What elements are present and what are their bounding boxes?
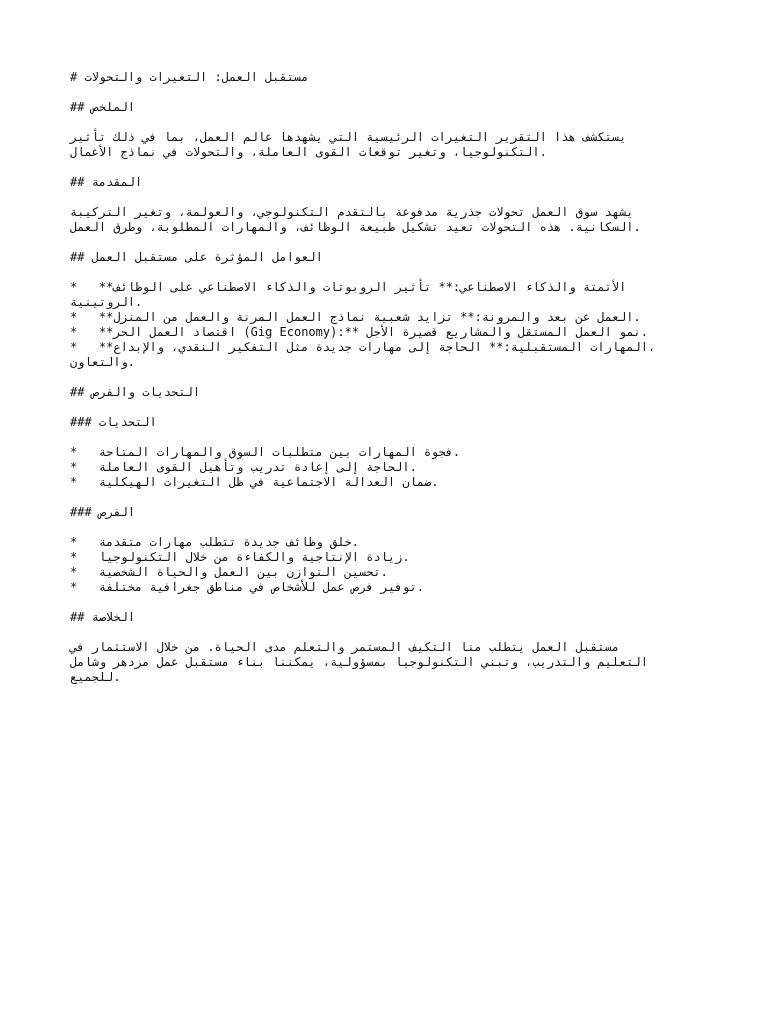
blank-line [70, 490, 690, 505]
section-heading: ## العوامل المؤثرة على مستقبل العمل [70, 250, 323, 264]
text-line: الروتينية. [70, 295, 143, 309]
document-page [70, 70, 690, 685]
blank-line [70, 160, 690, 175]
text-line: والتعاون. [70, 355, 136, 369]
text-line: يشهد سوق العمل تحولات جذرية مدفوعة بالتقدم التكنولوجي، والعولمة، وتغير التركيبة [70, 205, 634, 219]
section-heading: ## الملخص [70, 100, 136, 114]
blank-line [70, 400, 690, 415]
blank-line [70, 430, 690, 445]
list-item: * **العمل عن بعد والمرونة:** تزايد شعبية نماذج العمل المرنة والعمل من المنزل. [70, 310, 641, 324]
blank-line [70, 595, 690, 610]
section-heading: ## التحديات والفرص [70, 385, 201, 399]
list-item: * زيادة الإنتاجية والكفاءة من خلال التكنولوجيا. [70, 550, 410, 564]
blank-line [70, 115, 690, 130]
section-heading: ## المقدمة [70, 175, 143, 189]
subsection-heading: ### الفرص [70, 505, 136, 519]
text-line: مستقبل العمل يتطلب منا التكيف المستمر والتعلم مدى الحياة. من خلال الاستثمار في [70, 640, 620, 654]
list-item: * **اقتصاد العمل الحر (Gig Economy):** نمو العمل المستقل والمشاريع قصيرة الأجل. [70, 325, 649, 339]
list-item: * توفير فرص عمل للأشخاص في مناطق جغرافية مختلفة. [70, 580, 425, 594]
list-item: * خلق وظائف جديدة تتطلب مهارات متقدمة. [70, 535, 360, 549]
list-item: * الحاجة إلى إعادة تدريب وتأهيل القوى العاملة. [70, 460, 417, 474]
list-item: * تحسين التوازن بين العمل والحياة الشخصية. [70, 565, 388, 579]
blank-line [70, 85, 690, 100]
blank-line [70, 235, 690, 250]
subsection-heading: ### التحديات [70, 415, 157, 429]
text-line: السكانية. هذه التحولات تعيد تشكيل طبيعة الوظائف، والمهارات المطلوبة، وطرق العمل. [70, 220, 641, 234]
list-item: * **المهارات المستقبلية:** الحاجة إلى مهارات جديدة مثل التفكير النقدي، والإبداع، [70, 340, 656, 354]
text-line: للجميع. [70, 670, 121, 684]
text-line: التكنولوجيا، وتغير توقعات القوى العاملة، والتحولات في نماذج الأعمال. [70, 145, 547, 159]
blank-line [70, 265, 690, 280]
blank-line [70, 370, 690, 385]
list-item: * فجوة المهارات بين متطلبات السوق والمهارات المتاحة. [70, 445, 461, 459]
text-line: التعليم والتدريب، وتبني التكنولوجيا بمسؤولية، يمكننا بناء مستقبل عمل مزدهر وشامل [70, 655, 648, 669]
document-title: # مستقبل العمل: التغيرات والتحولات [70, 70, 309, 84]
section-heading: ## الخلاصة [70, 610, 136, 624]
blank-line [70, 190, 690, 205]
list-item: * ضمان العدالة الاجتماعية في ظل التغيرات الهيكلية. [70, 475, 439, 489]
text-line: يستكشف هذا التقرير التغيرات الرئيسية التي يشهدها عالم العمل، بما في ذلك تأثير [70, 130, 627, 144]
blank-line [70, 625, 690, 640]
blank-line [70, 520, 690, 535]
list-item: * **الأتمتة والذكاء الاصطناعي:** تأثير الروبوتات والذكاء الاصطناعي على الوظائف [70, 280, 627, 294]
